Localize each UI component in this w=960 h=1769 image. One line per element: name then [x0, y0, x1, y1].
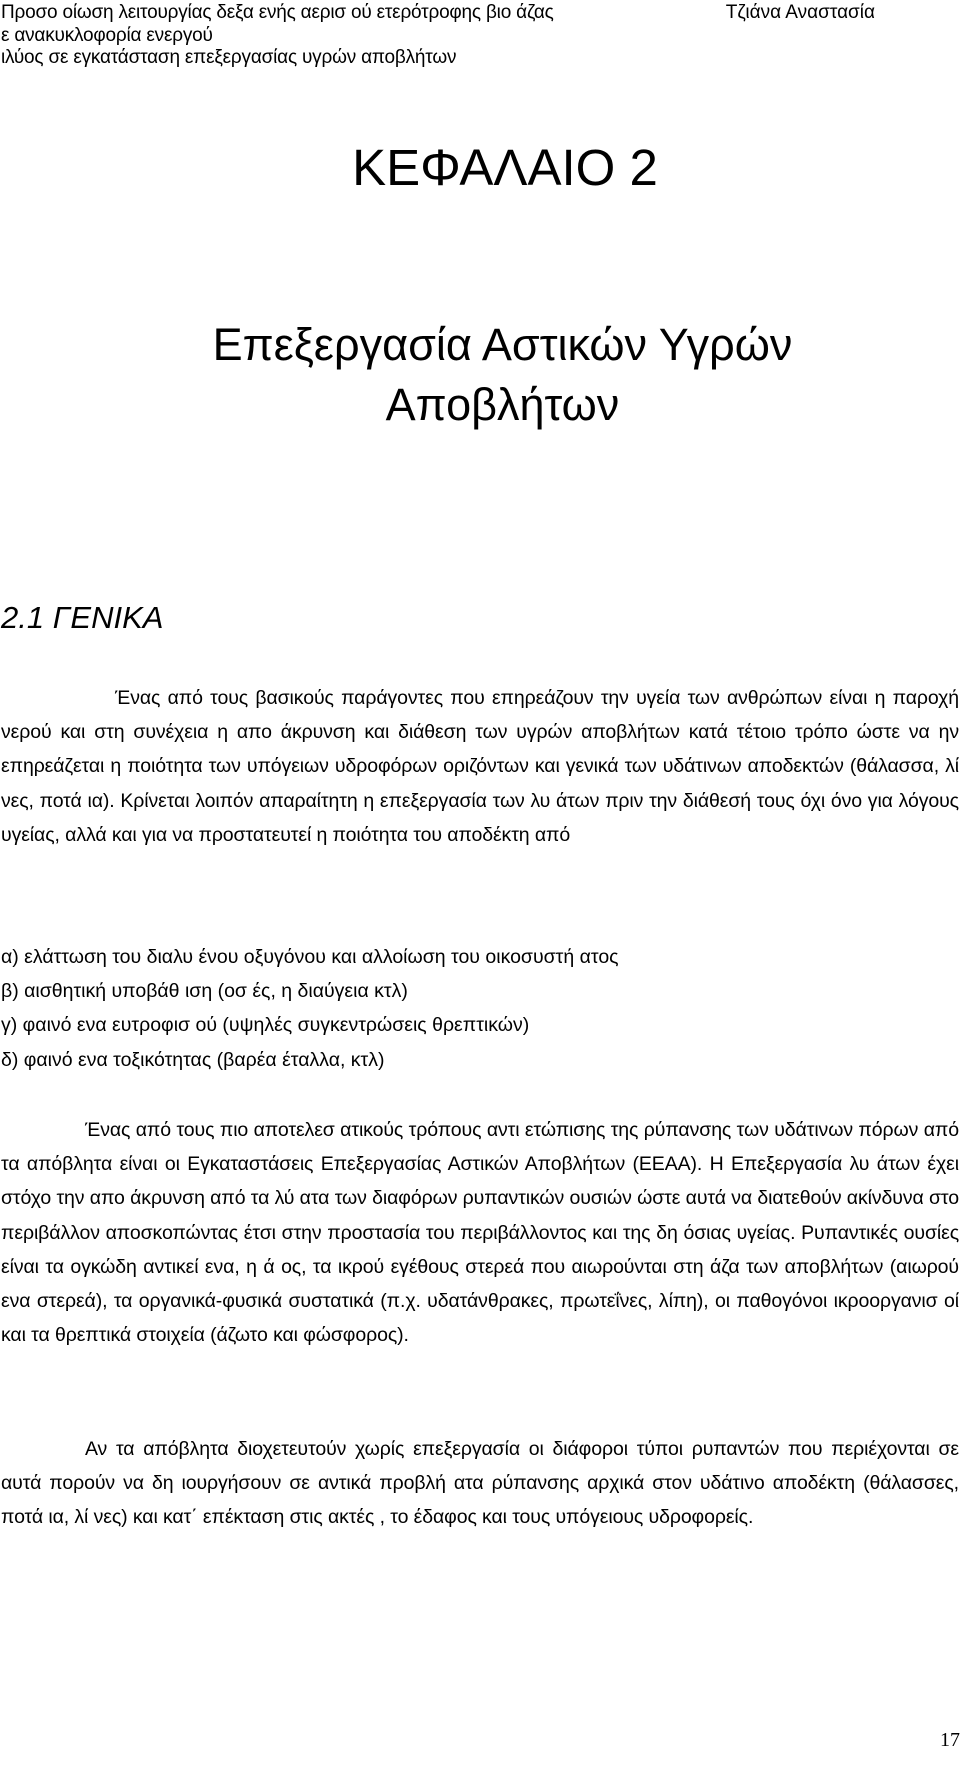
header-line-2: ε ανακυκλοφορία ενεργού: [1, 24, 213, 46]
section-heading: 2.1 ΓΕΝΙΚΑ: [1, 600, 164, 635]
chapter-title: [0, 315, 960, 435]
paragraph-consequences: Αν τα απόβλητα διοχετευτούν χωρίς επεξεργασία οι διάφοροι τύποι ρυπαντών που περιέχονται σε αυτά πορούν να δη ιουργήσουν σε αντικά προβλή ατα ρύπανσης αρχικά στον υδάτινο αποδέκτη (θάλασσες, ποτά ια, λί νες) και κατ΄ επέκταση στις ακτές , το έδαφος και τους υπόγειους υδροφορείς.: [1, 1438, 959, 1529]
list-item: β) αισθητική υποβάθ ιση (οσ ές, η διαύγεια κτλ): [1, 980, 408, 1003]
running-header-author: Τζιάνα Αναστασία: [725, 2, 875, 23]
chapter-label: ΚΕΦΑΛΑΙΟ 2: [352, 139, 658, 196]
paragraph-intro: Ένας από τους βασικούς παράγοντες που επηρεάζουν την υγεία των ανθρώπων είναι η παροχή νερού και στη συνέχεια η απο άκρυνση και διάθεση των υγρών αποβλήτων κατά τέτοιο τρόπο ώστε να ην επηρεάζεται η ποιότητα των υπόγειων υδροφόρων οριζόντων και γενικά των υδάτινων αποδεκτών (θάλασσα, λί νες, ποτά ια). Κρίνεται λοιπόν απαραίτητη η επεξεργασία των λυ άτων πριν την διάθεσή τους όχι όνο για λόγους υγείας, αλλά και για να προστατευτεί η ποιότητα του αποδέκτη από: [1, 687, 959, 846]
page-number: 17: [940, 1729, 960, 1751]
running-header-title: [1, 2, 601, 70]
header-line-3: ιλύος σε εγκατάσταση επεξεργασίας υγρών αποβλήτων: [1, 47, 457, 68]
list-item: α) ελάττωση του διαλυ ένου οξυγόνου και αλλοίωση του οικοσυστή ατος: [1, 946, 619, 968]
chapter-title-line-2: Αποβλήτων: [385, 379, 620, 430]
list-item: δ) φαινό ενα τοξικότητας (βαρέα έταλλα, κτλ): [1, 1048, 385, 1071]
paragraph-treatment: Ένας από τους πιο αποτελεσ ατικούς τρόπους αντι ετώπισης της ρύπανσης των υδάτινων πόρων από τα απόβλητα είναι οι Εγκαταστάσεις Επεξεργασίας Αστικών Αποβλήτων (ΕΕΑΑ). Η Επεξεργασία λυ άτων έχει στόχο την απο άκρυνση από τα λύ ατα των διαφόρων ρυπαντικών ουσιών ώστε αυτά να διατεθούν ακίνδυνα στο περιβάλλον αποσκοπώντας έτσι στην προστασία του περιβάλλοντος και της δη όσιας υγείας. Ρυπαντικές ουσίες είναι τα ογκώδη αντικεί ενα, η ά ος, τα ικρού εγέθους στερεά που αιωρούνται στη άζα των αποβλήτων (αιωρού ενα στερεά), τα οργανικά-φυσικά συστατικά (π.χ. υδατάνθρακες, πρωτεΐνες, λίπη), οι παθογόνοι ικροοργανισ οί και τα θρεπτικά στοιχεία (άζωτο και φώσφορος).: [1, 1119, 959, 1347]
list-item: γ) φαινό ενα ευτροφισ ού (υψηλές συγκεντρώσεις θρεπτικών): [1, 1014, 530, 1037]
chapter-title-line-1: Επεξεργασία Αστικών Υγρών: [212, 319, 793, 370]
effects-list: [1, 940, 619, 1077]
header-line-1: Προσο οίωση λειτουργίας δεξα ενής αερισ ού ετερότροφης βιο άζας: [1, 2, 554, 23]
